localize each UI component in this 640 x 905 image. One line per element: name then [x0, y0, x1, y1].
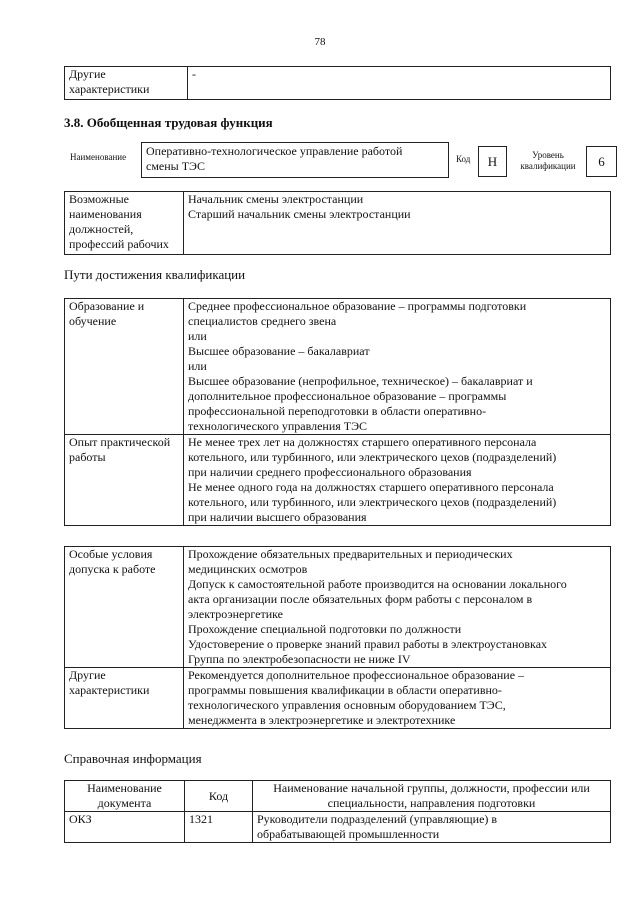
other-characteristics-label: Другие характеристики: [65, 67, 188, 100]
experience-value: Не менее трех лет на должностях старшего оперативного персонала котельного, или турбинного, или электрического цехов (подразделений) при наличии среднего профессионального образования Не менее одного года на должностях старшего оперативного персонала котельного, или турбинного, или электрического цехов (подразделений) при наличии высшего образования: [184, 435, 611, 526]
code-value-box: H: [478, 146, 507, 177]
table-row: [65, 435, 611, 526]
experience-label: Опыт практической работы: [65, 435, 184, 526]
position-item: Начальник смены электростанции: [188, 192, 364, 206]
positions-values: [184, 192, 611, 255]
table-header-row: [65, 781, 611, 812]
positions-label: Возможные наименования должностей, профессий рабочих: [65, 192, 184, 255]
cell-code: 1321: [185, 812, 253, 843]
admission-label: Особые условия допуска к работе: [65, 547, 184, 668]
function-name-line: Оперативно-технологическое управление работой: [146, 144, 403, 158]
paths-title: Пути достижения квалификации: [64, 267, 246, 282]
position-item: Старший начальник смены электростанции: [188, 207, 411, 221]
admission-value: Прохождение обязательных предварительных и периодических медицинских осмотров Допуск к самостоятельной работе производится на основании локального акта организации после обязательных форм работы с персоналом в электроэнергетике Прохождение специальной подготовки по должности Удостоверение о проверке знаний правил работы в электроустановках Группа по электробезопасности не ниже IV: [184, 547, 611, 668]
header-document: Наименование документа: [65, 781, 185, 812]
other-characteristics-value: -: [188, 67, 611, 100]
code-label: Код: [456, 154, 471, 164]
table-row: [65, 812, 611, 843]
section-heading: 3.8. Обобщенная трудовая функция: [64, 115, 273, 130]
name-label: Наименование: [70, 152, 127, 162]
header-code: Код: [185, 781, 253, 812]
function-name-line: смены ТЭС: [146, 159, 205, 173]
header-occupation-name: Наименование начальной группы, должности, профессии или специальности, направления подготовки: [253, 781, 611, 812]
cell-occupation-name: Руководители подразделений (управляющие) в обрабатывающей промышленности: [253, 812, 611, 843]
cell-document: ОКЗ: [65, 812, 185, 843]
other-characteristics-label: Другие характеристики: [65, 668, 184, 729]
reference-title: Справочная информация: [64, 751, 202, 766]
education-label: Образование и обучение: [65, 299, 184, 435]
admission-table: [64, 546, 611, 729]
reference-table: [64, 780, 611, 843]
level-value-box: 6: [586, 146, 617, 177]
positions-table: [64, 191, 611, 255]
table-row: [65, 668, 611, 729]
education-value: Среднее профессиональное образование – программы подготовки специалистов среднего звена или Высшее образование – бакалавриат или Высшее образование (непрофильное, техническое) – бакалавриат и дополнительное профессиональное образование – программы профессиональной переподготовки в области оперативно- технологического управления ТЭС: [184, 299, 611, 435]
qualification-table: [64, 298, 611, 526]
level-label: Уровень квалификации: [520, 150, 576, 171]
top-other-characteristics-table: [64, 66, 611, 100]
function-name-box: [141, 142, 449, 178]
table-row: [65, 192, 611, 255]
other-characteristics-value: Рекомендуется дополнительное профессиональное образование – программы повышения квалификации в области оперативно- технологического управления основным оборудованием ТЭС, менеджмента в электроэнергетике и электротехнике: [184, 668, 611, 729]
table-row: [65, 67, 611, 100]
page-number: 78: [314, 36, 326, 48]
table-row: [65, 299, 611, 435]
table-row: [65, 547, 611, 668]
